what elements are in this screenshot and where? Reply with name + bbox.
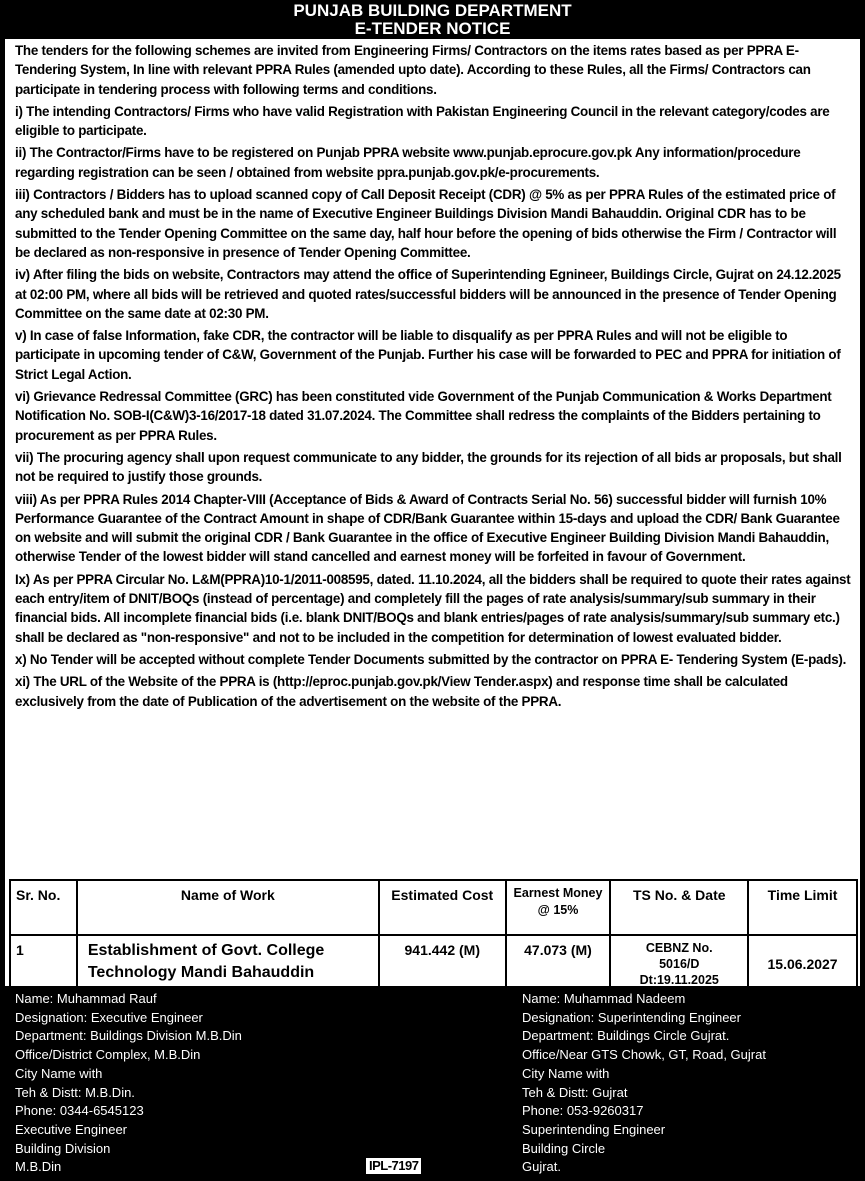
cell-work: Establishment of Govt. College Technology Mandi Bahauddin [77, 935, 379, 993]
contact-line: Office/District Complex, M.B.Din [15, 1047, 201, 1063]
header-name-of-work: Name of Work [77, 880, 379, 935]
contact-line: City Name with [15, 1065, 103, 1081]
condition-vi: vi) Grievance Redressal Committee (GRC) has been constituted vide Government of the Punjab Communication & Works Department Notification No. SOB-I(C&W)3-16/2017-18 dated 31.07.2024. The Committee shall redress the complaints of the Bidders pertaining to procurement as per PPRA Rules. [15, 389, 832, 443]
condition-ix: Ix) As per PPRA Circular No. L&M(PPRA)10-1/2011-008595, dated. 11.10.2024, all the bidders shall be required to quote their rates against each entry/item of DNIT/BOQs (instead of percentage) and completely fill the pages of rate analysis/summary/sub summary in their financial bids. All incomplete financial bids (i.e. blank DNIT/BOQs and blank entries/pages of rate analysis/summary/sub summary etc.) shall be declared as "non-responsive" and not to be included in the competition for determination of lowest evaluated bidder. [15, 571, 851, 645]
contact-line: Teh & Distt: Gujrat [522, 1084, 628, 1100]
contact-line: Department: Buildings Division M.B.Din [15, 1028, 242, 1044]
condition-ii: ii) The Contractor/Firms have to be registered on Punjab PPRA website www.punjab.eprocure.gov.pk Any information/procedure regarding registration can be seen / obtained from website ppra.punjab.gov.pk/e-procurements. [15, 145, 801, 180]
notice-header [0, 0, 865, 37]
condition-xi: xi) The URL of the Website of the PPRA is (http://eproc.punjab.gov.pk/View Tender.aspx) and response time shall be calculated exclusively from the date of Publication of the advertisement on the website of the PPRA. [15, 674, 788, 709]
notice-body [3, 37, 862, 988]
cell-cost: 941.442 (M) [379, 935, 506, 993]
contact-line: Designation: Superintending Engineer [522, 1009, 741, 1025]
contact-line: Building Division [15, 1140, 111, 1156]
table-header-row [10, 880, 857, 935]
condition-iv: iv) After filing the bids on website, Contractors may attend the office of Superintending Egnineer, Buildings Circle, Gujrat on 24.12.2025 at 02:00 PM, where all bids will be retrieved and quoted rates/successful bidders will be announced in the presence of Tender Opening Committee on the same date at 02:30 PM. [15, 267, 841, 321]
contact-line: Name: Muhammad Rauf [15, 991, 157, 1006]
condition-vii: vii) The procuring agency shall upon request communicate to any bidder, the grounds for its rejection of all bids ar proposals, but shall not be required to justify those grounds. [15, 449, 842, 485]
notice-title: E-TENDER NOTICE [354, 18, 511, 38]
table-row [10, 935, 857, 993]
cell-earnest: 47.073 (M) [506, 935, 611, 993]
header-earnest-money: Earnest Money @ 15% [506, 880, 611, 935]
contact-line: Department: Buildings Circle Gujrat. [522, 1028, 730, 1044]
contact-line: Gujrat. [522, 1159, 562, 1175]
header-estimated-cost: Estimated Cost [379, 880, 506, 935]
ts-number: CEBNZ No. [645, 941, 713, 955]
contact-line: Building Circle [522, 1140, 606, 1156]
condition-iii: iii) Contractors / Bidders has to upload scanned copy of Call Deposit Receipt (CDR) @ 5% as per PPRA Rules of the estimated price of any scheduled bank and must be in the name of Executive Engineer Buildings Division Mandi Bahauddin. Original CDR has to be submitted to the Tender Opening Committee on the same day, half hour before the opening of bids otherwise the Firm / Contractor will be declared as non-responsive in presence of Tender Opening Committee. [15, 187, 837, 260]
contact-line: Superintending Engineer [522, 1121, 666, 1137]
superintending-engineer-contact [522, 990, 766, 1177]
department-title: PUNJAB BUILDING DEPARTMENT [293, 1, 572, 20]
contact-footer [0, 990, 865, 1181]
header-time-limit: Time Limit [748, 880, 857, 935]
contact-line: Designation: Executive Engineer [15, 1009, 203, 1025]
contact-line: Teh & Distt: M.B.Din. [15, 1084, 135, 1100]
intro-paragraph: The tenders for the following schemes are invited from Engineering Firms/ Contractors on the items rates based as per PPRA E-Tendering System, In line with relevant PPRA Rules (amended upto date). According to these Rules, all the Firms/ Contractors can participate in tendering process with following terms and conditions. [15, 43, 811, 97]
contact-line: City Name with [522, 1065, 610, 1081]
cell-time-limit: 15.06.2027 [748, 935, 857, 993]
contact-line: Executive Engineer [15, 1121, 128, 1137]
cell-sr: 1 [10, 935, 77, 993]
ad-code-label: IPL-7197 [366, 1158, 421, 1174]
executive-engineer-contact [15, 990, 242, 1177]
contact-line: Phone: 0344-6545123 [15, 1103, 144, 1119]
ts-code: 5016/D [659, 957, 700, 971]
header-sr-no: Sr. No. [10, 880, 77, 935]
contact-line: Office/Near GTS Chowk, GT, Road, Gujrat [522, 1047, 766, 1063]
ts-date: Dt:19.11.2025 [639, 973, 719, 987]
contact-line: Phone: 053-9260317 [522, 1103, 644, 1119]
condition-i: i) The intending Contractors/ Firms who have valid Registration with Pakistan Engineering Council in the relevant category/codes are eligible to participate. [15, 103, 830, 139]
contact-line: M.B.Din [15, 1159, 62, 1175]
condition-x: x) No Tender will be accepted without complete Tender Documents submitted by the contractor on PPRA E- Tendering System (E-pads). [15, 651, 847, 667]
tender-table [9, 879, 858, 994]
condition-viii: viii) As per PPRA Rules 2014 Chapter-VIII (Acceptance of Bids & Award of Contracts Serial No. 56) successful bidder will furnish 10% Performance Guarantee of the Contract Amount in shape of CDR/Bank Guarantee within 15-days and upload the CDR/ Bank Guarantee on website and will submit the original CDR / Bank Guarantee in the office of Executive Engineer Building Division Mandi Bahauddin, otherwise Tender of the lowest bidder will stand cancelled and earnest money will be forfeited in favour of Government. [15, 491, 840, 565]
condition-v: v) In case of false Information, fake CDR, the contractor will be liable to disqualify as per PPRA Rules and will not be eligible to participate in upcoming tender of C&W, Government of the Punjab. Further his case will be forwarded to PEC and PPRA for initiation of Strict Legal Action. [15, 328, 841, 382]
contact-line: Name: Muhammad Nadeem [522, 991, 686, 1006]
cell-ts [610, 935, 748, 993]
header-ts-no-date: TS No. & Date [610, 880, 748, 935]
